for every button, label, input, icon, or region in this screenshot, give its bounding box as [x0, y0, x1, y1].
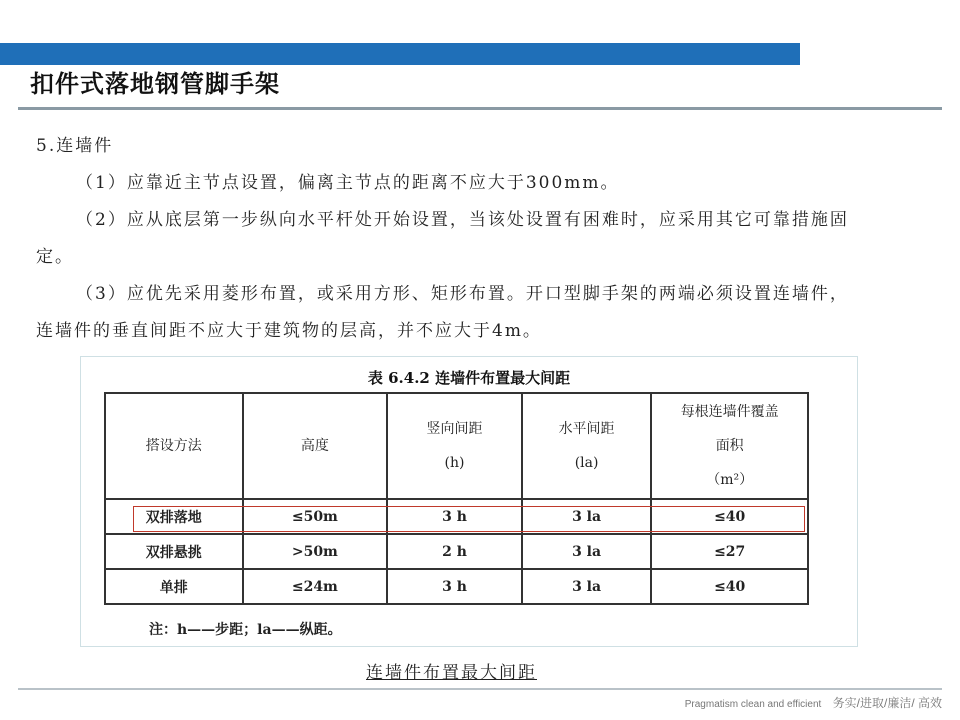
- table-cell: 双排悬挑: [105, 534, 243, 569]
- table-cell: ≤40: [651, 569, 808, 604]
- table-cell: >50m: [243, 534, 388, 569]
- section-heading: 5.连墙件: [36, 136, 114, 156]
- table-header-row: [105, 393, 808, 499]
- header-cell-horizontal-spacing: 水平间距 (la): [522, 393, 652, 499]
- table-cell: ≤27: [651, 534, 808, 569]
- table-cell: 2 h: [387, 534, 522, 569]
- requirement-item-1: （1）应靠近主节点设置，偏离主节点的距离不应大于300mm。: [76, 173, 620, 193]
- table-note: 注：h——步距；la——纵距。: [149, 622, 342, 638]
- content-body: [36, 128, 866, 350]
- table-image-frame: [80, 356, 858, 647]
- title-divider: [18, 107, 942, 110]
- table-row: [105, 569, 808, 604]
- table-cell: ≤40: [651, 499, 808, 534]
- table-title: 表 6.4.2 连墙件布置最大间距: [367, 369, 571, 387]
- table-cell: 3 la: [522, 499, 652, 534]
- table-cell: 3 h: [387, 569, 522, 604]
- table-cell: ≤50m: [243, 499, 388, 534]
- header-accent-bar: [0, 43, 800, 65]
- table-caption: 连墙件布置最大间距: [366, 663, 537, 683]
- table-cell: ≤24m: [243, 569, 388, 604]
- table-cell: 单排: [105, 569, 243, 604]
- table-cell: 双排落地: [105, 499, 243, 534]
- table-cell: 3 la: [522, 534, 652, 569]
- header-cell-method: 搭设方法: [105, 393, 243, 499]
- header-cell-height: 高度: [243, 393, 388, 499]
- footer-slogan: [685, 694, 942, 711]
- header-cell-vertical-spacing: 竖向间距 (h): [387, 393, 522, 499]
- footer-slogan-english: Pragmatism clean and efficient: [684, 699, 822, 710]
- header-cell-coverage-area: 每根连墙件覆盖 面积 （m²）: [651, 393, 808, 499]
- requirement-item-3: （3）应优先采用菱形布置，或采用方形、矩形布置。开口型脚手架的两端必须设置连墙件，连墙件的垂直间距不应大于建筑物的层高，并不应大于4m。: [36, 284, 849, 341]
- spacing-table: [104, 392, 809, 605]
- footer-divider: [18, 688, 942, 690]
- table-cell: 3 la: [522, 569, 652, 604]
- footer-slogan-chinese: 务实/进取/廉洁/ 高效: [832, 696, 942, 710]
- requirement-item-2: （2）应从底层第一步纵向水平杆处开始设置，当该处设置有困难时，应采用其它可靠措施固定。: [36, 210, 849, 267]
- table-cell: 3 h: [387, 499, 522, 534]
- table-row: [105, 534, 808, 569]
- table-row: [105, 499, 808, 534]
- slide-title: 扣件式落地钢管脚手架: [30, 70, 280, 98]
